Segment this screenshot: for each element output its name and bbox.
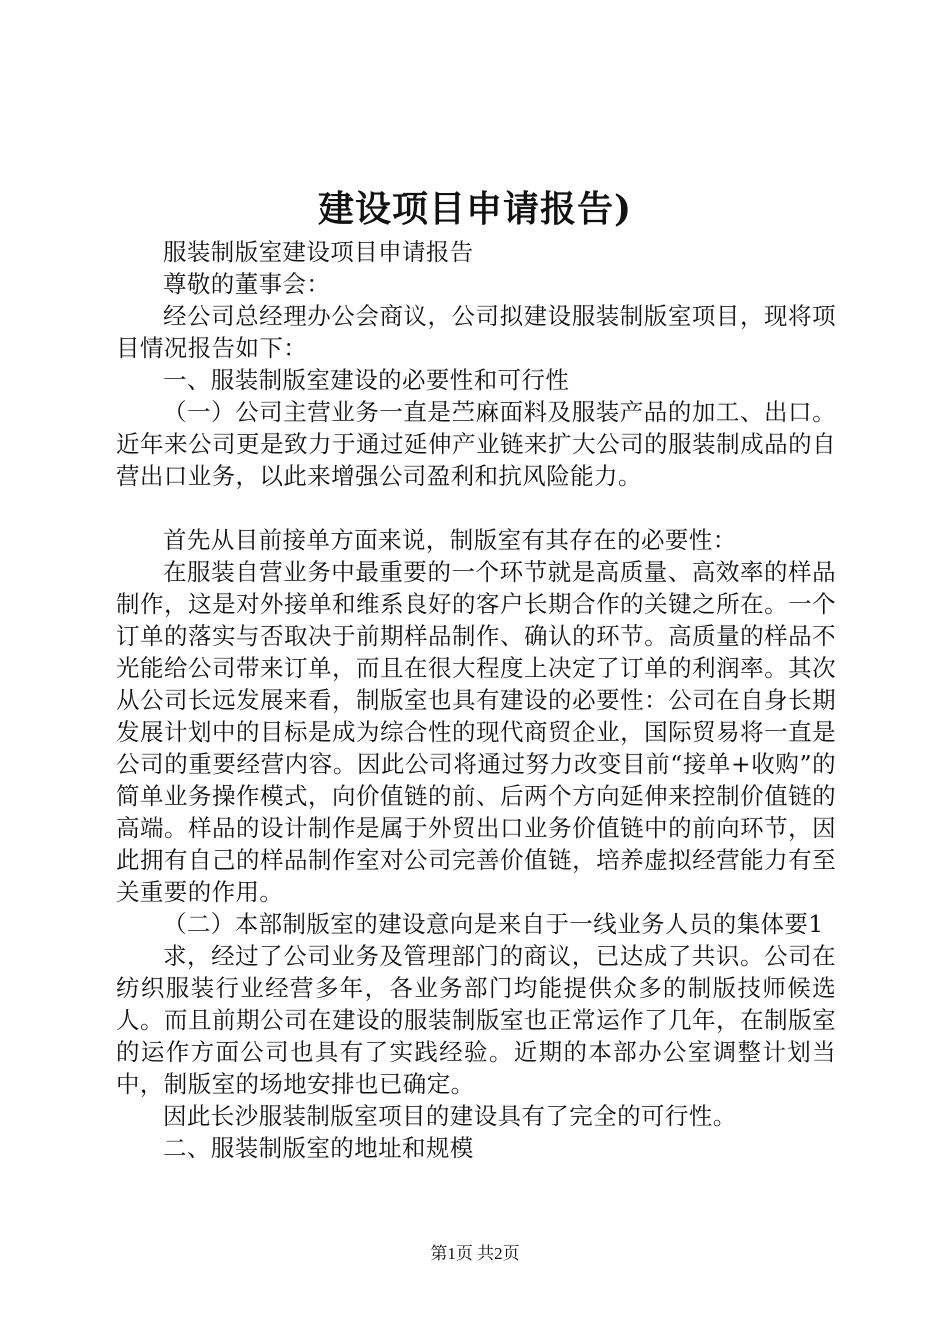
page-footer: 第1页 共2页 bbox=[430, 1244, 520, 1263]
paragraph-intro: 经公司总经理办公会商议，公司拟建设服装制版室项目，现将项目情况报告如下： bbox=[116, 302, 836, 362]
document-title: 建设项目申请报告) bbox=[317, 188, 633, 230]
paragraph-necessity-lead: 首先从目前接单方面来说，制版室有其存在的必要性： bbox=[163, 526, 737, 554]
paragraph-conclusion: 因此长沙服装制版室项目的建设具有了完全的可行性。 bbox=[163, 1102, 737, 1130]
paragraph-subject: 服装制版室建设项目申请报告 bbox=[163, 238, 474, 266]
paragraph-subsection-2: （二）本部制版室的建设意向是来自于一线业务人员的集体要1 bbox=[163, 910, 824, 938]
paragraph-necessity-detail: 在服装自营业务中最重要的一个环节就是高质量、高效率的样品制作，这是对外接单和维系良好的客户长期合作的关键之所在。一个订单的落实与否取决于前期样品制作、确认的环节。高质量的样品不光能给公司带来订单，而且在很大程度上决定了订单的利润率。其次从公司长远发展来看，制版室也具有建设的必要性：公司在自身长期发展计划中的目标是成为综合性的现代商贸企业，国际贸易将一直是公司的重要经营内容。因此公司将通过努力改变目前“接单+收购”的简单业务操作模式，向价值链的前、后两个方向延伸来控制价值链的高端。样品的设计制作是属于外贸出口业务价值链中的前向环节，因此拥有自己的样品制作室对公司完善价值链，培养虚拟经营能力有至关重要的作用。 bbox=[116, 558, 836, 906]
paragraph-feasibility: 求，经过了公司业务及管理部门的商议，已达成了共识。公司在纺织服装行业经营多年，各业务部门均能提供众多的制版技师候选人。而且前期公司在建设的服装制版室也正常运作了几年，在制版室的运作方面公司也具有了实践经验。近期的本部办公室调整计划当中，制版室的场地安排也已确定。 bbox=[116, 942, 836, 1098]
section-heading-1: 一、服装制版室建设的必要性和可行性 bbox=[163, 366, 570, 394]
section-heading-2: 二、服装制版室的地址和规模 bbox=[163, 1134, 474, 1162]
document-body bbox=[116, 236, 836, 1164]
paragraph-salutation: 尊敬的董事会： bbox=[163, 270, 331, 298]
paragraph-subsection-1: （一）公司主营业务一直是苎麻面料及服装产品的加工、出口。近年来公司更是致力于通过延伸产业链来扩大公司的服装制成品的自营出口业务，以此来增强公司盈利和抗风险能力。 bbox=[116, 398, 836, 490]
